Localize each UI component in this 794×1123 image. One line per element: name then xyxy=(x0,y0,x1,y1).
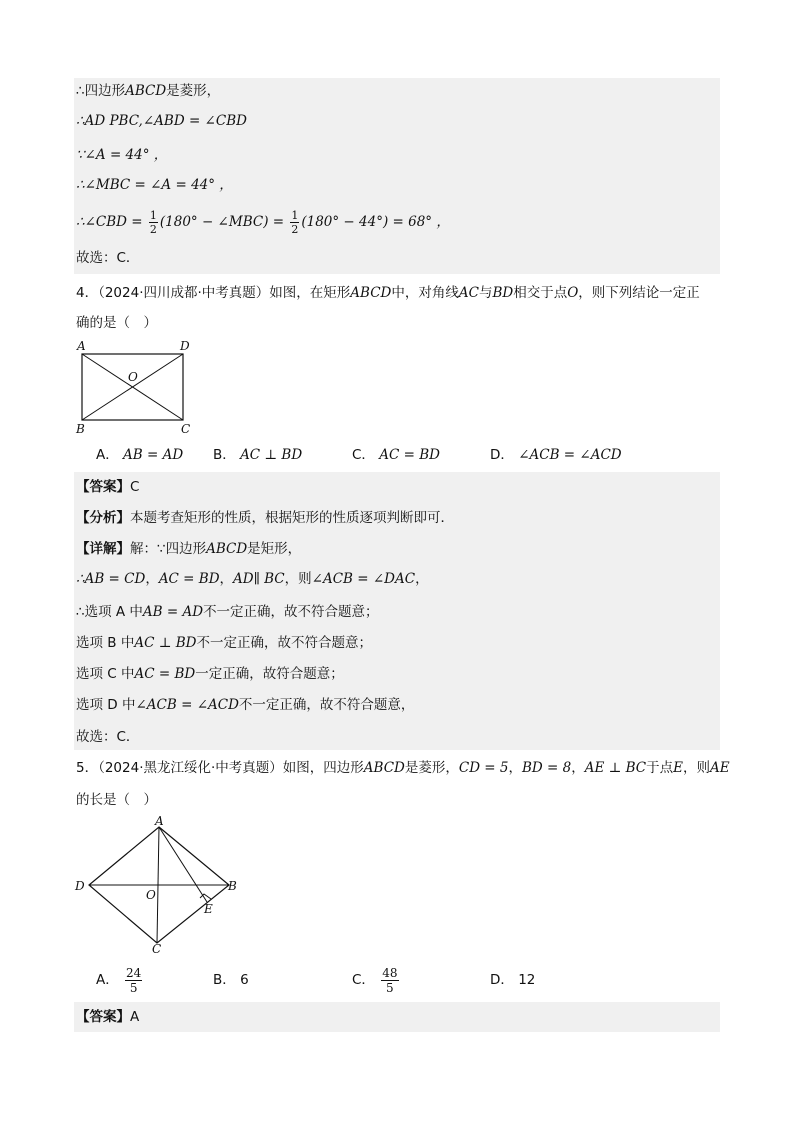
right-angle-mark xyxy=(200,894,211,899)
altitude-ae xyxy=(159,827,207,902)
label-d: D xyxy=(180,339,190,353)
solution-line: 故选：C． xyxy=(76,250,140,266)
solution-line: ∴AD PBC,∠ABD = ∠CBD xyxy=(76,113,247,129)
option-d[interactable]: D． ∠ACB = ∠ACD xyxy=(490,447,622,463)
option-a[interactable]: A． $\frac{24}{5}$ xyxy=(96,965,142,995)
answer-line: 【答案】A xyxy=(76,1009,140,1025)
text: 是菱形， xyxy=(166,83,221,99)
detail-line: 选项 C 中AC = BD一定正确，故符合题意； xyxy=(76,666,344,682)
question-5-stem-line2: 的长是（ ） xyxy=(76,792,157,808)
detail-line: 选项 B 中AC ⊥ BD不一定正确，故不符合题意； xyxy=(76,635,372,651)
label-a: A xyxy=(77,339,86,353)
text: ∴四边形 xyxy=(76,83,126,99)
question-4-stem: 4．（2024·四川成都·中考真题）如图，在矩形ABCD中，对角线AC与BD相交于点O，则下列结论一定正 xyxy=(76,285,700,301)
question-4-stem-line2: 确的是（ ） xyxy=(76,315,157,331)
answer-line: 【答案】C xyxy=(76,479,140,495)
detail-line: 选项 D 中∠ACB = ∠ACD不一定正确，故不符合题意， xyxy=(76,697,415,713)
label-o: O xyxy=(128,370,138,384)
rhombus-figure xyxy=(70,815,250,955)
question-5-stem: 5．（2024·黑龙江绥化·中考真题）如图，四边形ABCD是菱形，CD = 5，BD = 8，AE ⊥ BC于点E，则AE xyxy=(76,760,730,776)
math: ∴∠CBD = xyxy=(76,214,143,230)
label-c: C xyxy=(152,942,162,955)
option-b[interactable]: B． 6 xyxy=(213,972,249,988)
label-c: C xyxy=(181,422,191,436)
option-b[interactable]: B． AC ⊥ BD xyxy=(213,447,303,463)
math: (180° − ∠MBC) = xyxy=(159,214,285,230)
rectangle-figure xyxy=(70,336,200,436)
label-d: D xyxy=(75,879,85,893)
label-b: B xyxy=(76,422,85,436)
option-c[interactable]: C． AC = BD xyxy=(352,447,440,463)
label-e: E xyxy=(204,902,213,916)
detail-line: ∴选项 A 中AB = AD不一定正确，故不符合题意； xyxy=(76,604,379,620)
detail-line: ∴AB = CD，AC = BD，AD∥ BC，则∠ACB = ∠DAC， xyxy=(76,571,429,587)
analysis-line: 【分析】本题考查矩形的性质，根据矩形的性质逐项判断即可． xyxy=(76,510,454,526)
label-a: A xyxy=(155,815,164,828)
label-o: O xyxy=(146,888,156,902)
option-d[interactable]: D． 12 xyxy=(490,972,536,988)
math: (180° − 44°) = 68° ， xyxy=(301,214,450,230)
label-b: B xyxy=(228,879,237,893)
solution-line: ∴∠MBC = ∠A = 44° ， xyxy=(76,177,233,193)
detail-line: 故选：C． xyxy=(76,729,140,745)
option-a[interactable]: A． AB = AD xyxy=(96,447,184,463)
solution-line xyxy=(76,206,716,238)
solution-line xyxy=(76,80,716,102)
detail-line: 【详解】解：∵四边形ABCD是矩形， xyxy=(76,541,302,557)
solution-line: ∵∠A = 44° ， xyxy=(76,147,168,163)
fraction: $\frac{1}{2}$ xyxy=(149,208,157,236)
option-c[interactable]: C． $\frac{48}{5}$ xyxy=(352,965,398,995)
math: ABCD xyxy=(125,83,167,99)
fraction: $\frac{1}{2}$ xyxy=(291,208,299,236)
